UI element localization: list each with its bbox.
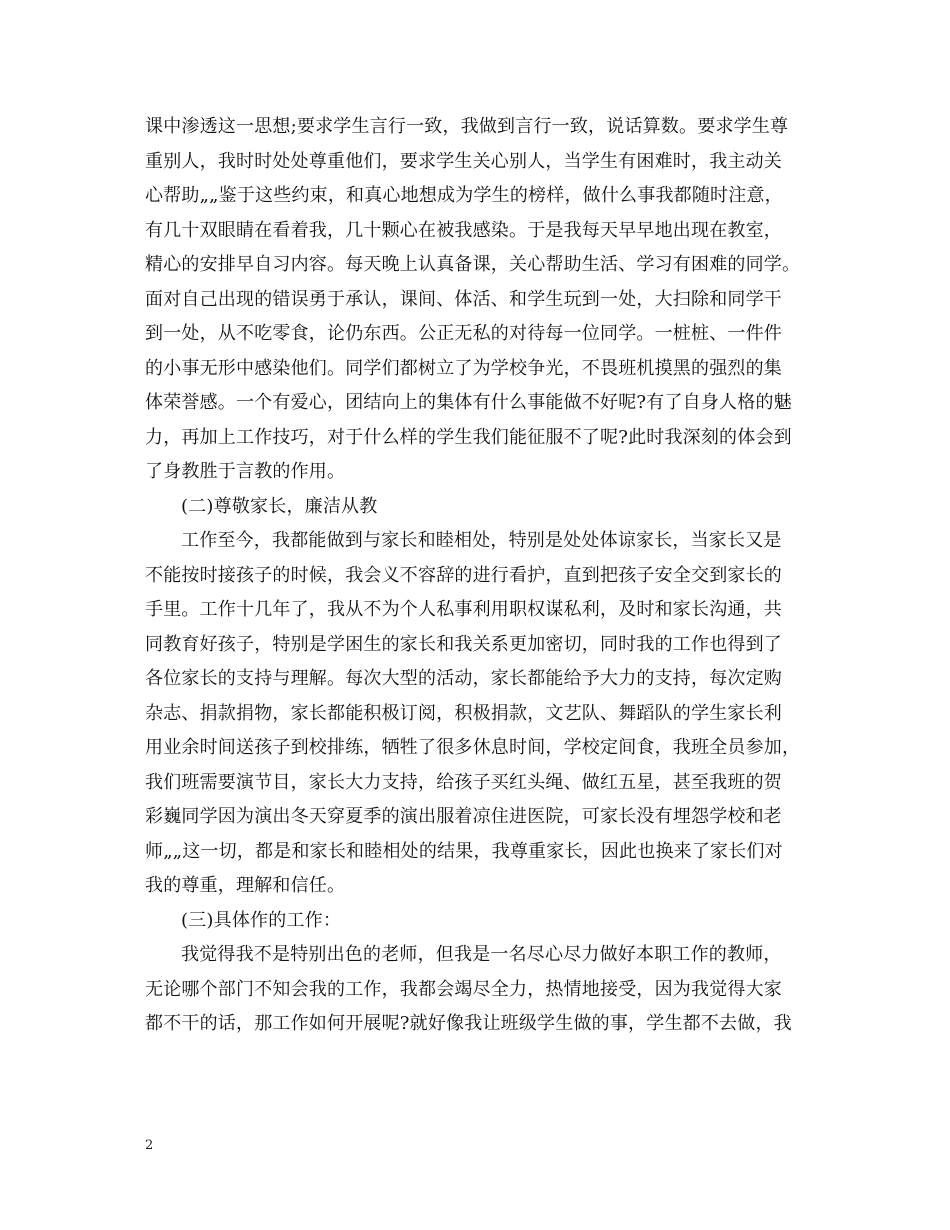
text-line: 体荣誉感。一个有爱心，团结向上的集体有什么事能做不好呢?有了自身人格的魅 — [145, 392, 792, 413]
text-line: 精心的安排早自习内容。每天晚上认真备课，关心帮助生活、学习有困难的同学。 — [145, 254, 801, 275]
text-line: 杂志、捐款捐物，家长都能积极订阅，积极捐款，文艺队、舞蹈队的学生家长利 — [145, 702, 782, 724]
text-line: 面对自己出现的错误勇于承认，课间、体活、和学生玩到一处，大扫除和同学干 — [145, 288, 782, 310]
text-line: 同教育好孩子，特别是学困生的家长和我关系更加密切，同时我的工作也得到了 — [145, 633, 782, 655]
text-line: 我们班需要演节目，家长大力支持，给孩子买红头绳、做红五星，甚至我班的贺 — [145, 771, 782, 793]
document-body — [145, 110, 845, 1042]
text-line: 的小事无形中感染他们。同学们都树立了为学校争光，不畏班机摸黑的强烈的集 — [145, 357, 782, 379]
text-line: 不能按时接孩子的时候，我会义不容辞的进行看护，直到把孩子安全交到家长的 — [145, 564, 782, 586]
text-line: 手里。工作十几年了，我从不为个人私事利用职权谋私利，及时和家长沟通，共 — [145, 599, 782, 620]
text-line: 师„„这一切，都是和家长和睦相处的结果，我尊重家长，因此也换来了家长们对 — [145, 840, 783, 862]
paragraph-first-line: 我觉得我不是特别出色的老师，但我是一名尽心尽力做好本职工作的教师， — [181, 944, 782, 965]
text-line: 用业余时间送孩子到校排练，牺牲了很多休息时间，学校定间食，我班全员参加， — [145, 737, 801, 758]
text-line: 心帮助„„鉴于这些约束，和真心地想成为学生的榜样，做什么事我都随时注意， — [145, 185, 783, 206]
text-line: 重别人，我时时处处尊重他们，要求学生关心别人，当学生有困难时，我主动关 — [145, 150, 782, 172]
page-number: 2 — [145, 1138, 154, 1153]
text-line: 有几十双眼睛在看着我，几十颗心在被我感染。于是我每天早早地出现在教室， — [145, 219, 782, 241]
section-heading: (二)尊敬家长，廉洁从教 — [181, 495, 378, 517]
text-line: 了身教胜于言教的作用。 — [145, 461, 346, 482]
paragraph-first-line: 工作至今，我都能做到与家长和睦相处，特别是处处体谅家长，当家长又是 — [181, 530, 782, 551]
text-line: 都不干的话，那工作如何开展呢?就好像我让班级学生做的事，学生都不去做，我 — [145, 1013, 792, 1034]
text-line: 无论哪个部门不知会我的工作，我都会竭尽全力，热情地接受，因为我觉得大家 — [145, 978, 782, 1000]
text-line: 我的尊重，理解和信任。 — [145, 875, 346, 896]
section-heading: (三)具体作的工作： — [181, 909, 342, 931]
text-line: 到一处，从不吃零食，论仍东西。公正无私的对待每一位同学。一桩桩、一件件 — [145, 323, 782, 344]
text-line: 力，再加上工作技巧，对于什么样的学生我们能征服不了呢?此时我深刻的体会到 — [145, 426, 792, 448]
text-line: 各位家长的支持与理解。每次大型的活动，家长都能给予大力的支持，每次定购 — [145, 668, 782, 689]
text-line: 课中渗透这一思想;要求学生言行一致，我做到言行一致，说话算数。要求学生尊 — [145, 116, 789, 137]
text-line: 彩巍同学因为演出冬天穿夏季的演出服着凉住进医院，可家长没有埋怨学校和老 — [145, 806, 782, 827]
